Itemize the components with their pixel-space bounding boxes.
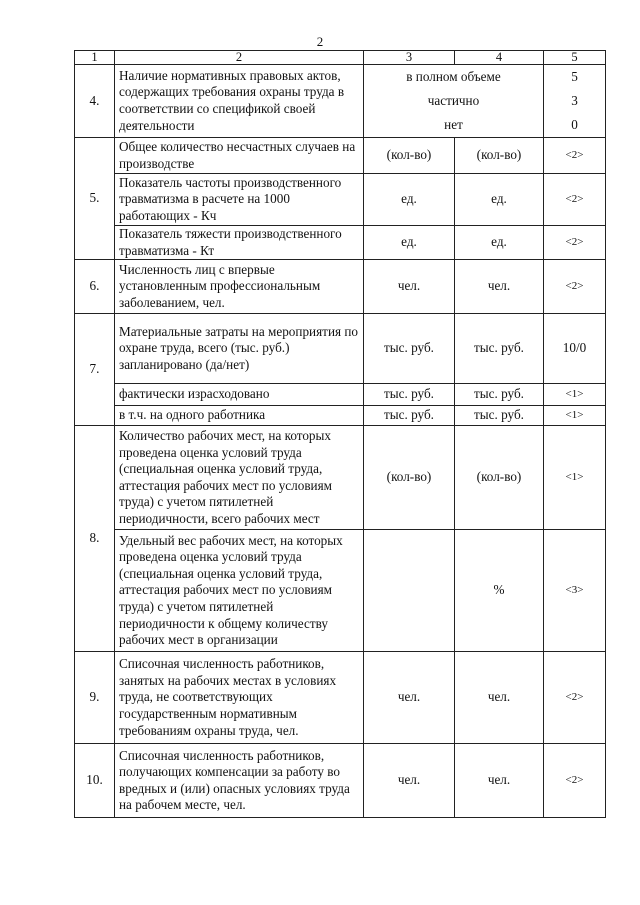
criterion-text: Количество рабочих мест, на которых проведена оценка условий труда (специальная оценка условий труда, аттестация рабочих мест по условиям труда) с учетом пятилетней периодичности, всего рабочих мест [115,426,364,530]
unit-cell: тыс. руб. [455,384,544,406]
score-cell: <2> [544,652,606,744]
table-row [75,384,606,406]
unit-cell: чел. [455,260,544,314]
criterion-text: Показатель частоты производственного травматизма в расчете на 1000 работающих - Кч [115,174,364,226]
row-number: 7. [75,314,115,426]
table-row [75,744,606,818]
row-number: 8. [75,426,115,652]
criterion-text: фактически израсходовано [115,384,364,406]
unit-cell: чел. [364,744,455,818]
score-cell: <2> [544,174,606,226]
score-cell: 10/0 [544,314,606,384]
criterion-text: Материальные затраты на мероприятия по охране труда, всего (тыс. руб.) запланировано (да/нет) [115,314,364,384]
col-2-header: 2 [115,51,364,65]
table-row [75,226,606,260]
table-row [75,314,606,384]
criterion-text: Показатель тяжести производственного травматизма - Кт [115,226,364,260]
options-cell [364,65,544,138]
score-cell: <2> [544,226,606,260]
unit-cell: (кол-во) [455,138,544,174]
unit-cell: тыс. руб. [455,314,544,384]
score-none: 0 [571,117,578,132]
unit-cell: ед. [455,226,544,260]
unit-cell [364,530,455,652]
unit-cell: тыс. руб. [364,314,455,384]
page-number: 2 [316,34,324,49]
option-full: в полном объеме [406,69,501,84]
criterion-text: в т.ч. на одного работника [115,406,364,426]
scores-cell [544,65,606,138]
col-4-header: 4 [455,51,544,65]
score-cell: <3> [544,530,606,652]
row-number: 9. [75,652,115,744]
table-row [75,138,606,174]
table-row [75,65,606,138]
header-row [75,51,606,65]
score-cell: <1> [544,406,606,426]
table-row [75,652,606,744]
option-none: нет [444,117,463,132]
unit-cell: ед. [364,226,455,260]
table-row [75,530,606,652]
row-number: 4. [75,65,115,138]
row-number: 10. [75,744,115,818]
criterion-text: Списочная численность работников, занятых на рабочих местах в условиях труда, не соответствующих государственным нормативным требованиям охраны труда, чел. [115,652,364,744]
score-cell: <1> [544,384,606,406]
unit-cell: ед. [455,174,544,226]
col-5-header: 5 [544,51,606,65]
table-row [75,426,606,530]
score-cell: <2> [544,744,606,818]
unit-cell: % [455,530,544,652]
score-cell: <2> [544,260,606,314]
criterion-text: Наличие нормативных правовых актов, содержащих требования охраны труда в соответствии со спецификой своей деятельности [115,65,364,138]
criterion-text: Общее количество несчастных случаев на производстве [115,138,364,174]
unit-cell: чел. [364,260,455,314]
unit-cell: (кол-во) [364,426,455,530]
score-cell: <1> [544,426,606,530]
unit-cell: чел. [455,652,544,744]
unit-cell: ед. [364,174,455,226]
unit-cell: тыс. руб. [364,384,455,406]
score-full: 5 [571,69,578,84]
col-3-header: 3 [364,51,455,65]
criteria-table [74,50,606,818]
unit-cell: тыс. руб. [364,406,455,426]
score-cell: <2> [544,138,606,174]
table-row [75,260,606,314]
unit-cell: тыс. руб. [455,406,544,426]
row-number: 5. [75,138,115,260]
criterion-text: Списочная численность работников, получающих компенсации за работу во вредных и (или) опасных условиях труда на рабочем месте, чел. [115,744,364,818]
table-row [75,406,606,426]
table-row [75,174,606,226]
unit-cell: (кол-во) [364,138,455,174]
col-1-header: 1 [75,51,115,65]
option-partial: частично [427,93,480,108]
unit-cell: чел. [455,744,544,818]
criterion-text: Удельный вес рабочих мест, на которых проведена оценка условий труда (специальная оценка условий труда, аттестация рабочих мест по условиям труда) с учетом пятилетней периодичности к общему количеству рабочих мест в организации [115,530,364,652]
score-partial: 3 [571,93,578,108]
unit-cell: чел. [364,652,455,744]
row-number: 6. [75,260,115,314]
unit-cell: (кол-во) [455,426,544,530]
criterion-text: Численность лиц с впервые установленным профессиональным заболеванием, чел. [115,260,364,314]
